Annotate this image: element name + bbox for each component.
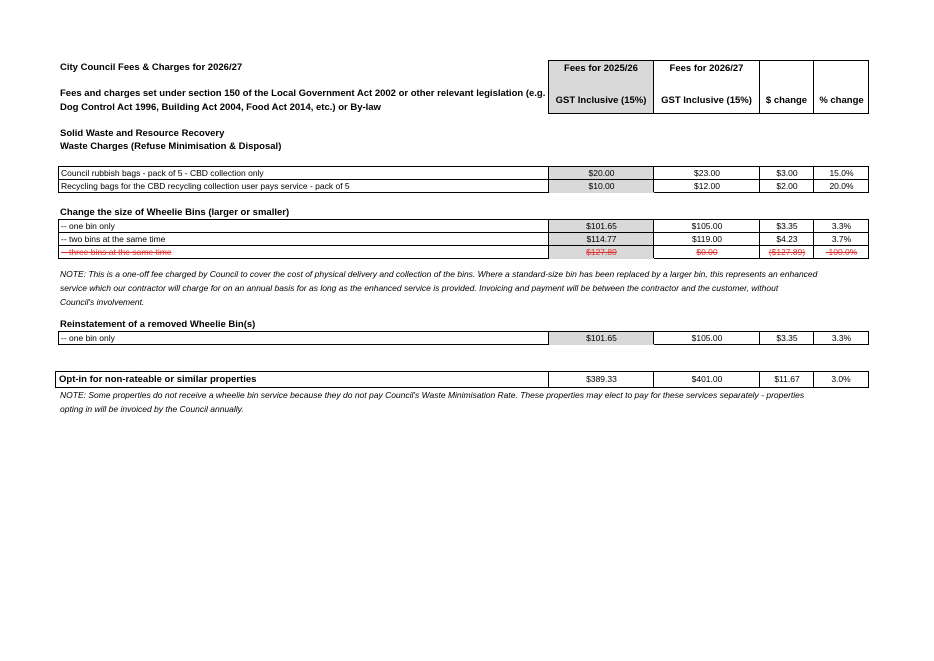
row-old-fee: $10.00 — [549, 180, 654, 193]
col-new-bottom: GST Inclusive (15%) — [661, 95, 752, 106]
row-new-fee: $105.00 — [691, 221, 723, 231]
row-new-fee: $12.00 — [694, 181, 720, 191]
row-pct: 20.0% — [829, 181, 854, 191]
row-old-fee: $101.65 — [549, 332, 654, 345]
row-desc: Recycling bags for the CBD recycling collection user pays service - pack of 5 — [61, 181, 350, 191]
row-change: $2.00 — [776, 181, 798, 191]
wheelie-heading: Change the size of Wheelie Bins (larger or smaller) — [60, 207, 290, 218]
row-new-fee: $0.00 — [696, 247, 718, 257]
bags-table — [58, 166, 869, 193]
row-desc: -- three bins at the same time — [61, 247, 172, 257]
row-new-fee: $401.00 — [691, 374, 723, 384]
subtitle-line-2: Dog Control Act 1996, Building Act 2004, Food Act 2014, etc.) or By-law — [60, 102, 381, 113]
row-old-fee: $20.00 — [549, 167, 654, 180]
reinstatement-table — [58, 331, 869, 345]
row-desc: -- two bins at the same time — [61, 234, 166, 244]
table-row — [59, 180, 868, 193]
row-desc: -- one bin only — [61, 221, 115, 231]
row-new-fee: $23.00 — [694, 168, 720, 178]
row-old-fee: $127.89 — [586, 247, 617, 257]
row-pct: 3.3% — [831, 221, 852, 231]
wheelie-note-line-2: service which our contractor will charge for on an annual basis for as long as the enhanced service is provided. Invoicing and payment will be between the contractor and the customer, without — [60, 283, 779, 293]
optin-note-line-1: NOTE: Some properties do not receive a wheelie bin service because they do not pay Council's Waste Minimisation Rate. These properties may elect to pay for these services separately - properties — [60, 390, 805, 400]
section-subheading: Waste Charges (Refuse Minimisation & Disposal) — [60, 141, 282, 152]
col-old-top: Fees for 2025/26 — [564, 63, 638, 74]
col-pct-change: % change — [819, 95, 864, 106]
row-desc: Opt-in for non-rateable or similar properties — [59, 374, 257, 385]
row-pct: 15.0% — [829, 168, 854, 178]
row-change: $3.35 — [776, 221, 798, 231]
wheelie-table — [58, 219, 869, 259]
wheelie-note-line-1: NOTE: This is a one-off fee charged by Council to cover the cost of physical delivery and collection of the bins. Where a standard-size bin has been replaced by a larger bin, this represents an enhanced — [60, 269, 818, 279]
row-pct: 3.0% — [831, 374, 851, 384]
page-title: City Council Fees & Charges for 2026/27 — [60, 62, 243, 73]
row-old-fee: $114.77 — [549, 233, 654, 246]
subtitle-line-1: Fees and charges set under section 150 of the Local Government Act 2002 or other relevant legislation (e.g. — [60, 88, 546, 99]
optin-note-line-2: opting in will be invoiced by the Council annually. — [60, 404, 244, 414]
optin-table — [55, 371, 869, 388]
row-desc: -- one bin only — [61, 333, 115, 343]
wheelie-note-line-3: Council's involvement. — [60, 297, 145, 307]
row-change: $4.23 — [776, 234, 798, 244]
row-new-fee: $119.00 — [691, 234, 723, 244]
row-desc: Council rubbish bags - pack of 5 - CBD collection only — [61, 168, 264, 178]
row-change: $3.00 — [776, 168, 798, 178]
row-pct: -100.0% — [825, 247, 858, 257]
row-pct: 3.3% — [831, 333, 852, 343]
reinstatement-heading: Reinstatement of a removed Wheelie Bin(s) — [60, 319, 256, 330]
col-change: $ change — [765, 95, 808, 106]
table-row-struck — [59, 246, 868, 259]
row-change: $11.67 — [774, 374, 800, 384]
row-new-fee: $105.00 — [691, 333, 723, 343]
row-change: ($127.89) — [768, 247, 806, 257]
table-row — [56, 372, 868, 387]
row-pct: 3.7% — [831, 234, 852, 244]
row-change: $3.35 — [776, 333, 798, 343]
col-new-top: Fees for 2026/27 — [669, 63, 744, 74]
row-old-fee: $389.33 — [586, 374, 617, 384]
col-old-bottom: GST Inclusive (15%) — [555, 95, 647, 106]
section-heading: Solid Waste and Resource Recovery — [60, 128, 225, 139]
table-row — [59, 332, 868, 345]
row-old-fee: $101.65 — [549, 220, 654, 233]
